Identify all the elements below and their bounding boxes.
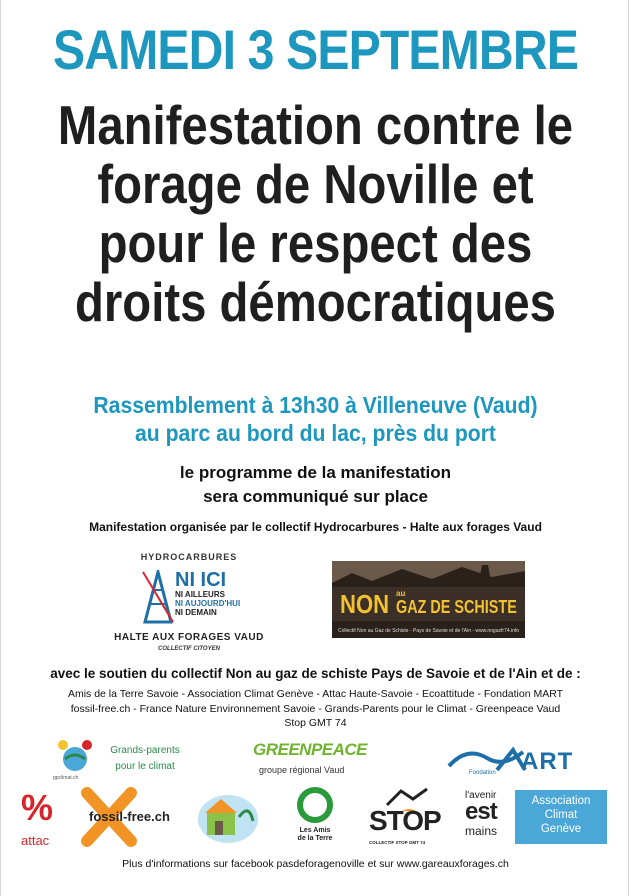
event-date: SAMEDI 3 SEPTEMBRE bbox=[52, 18, 579, 81]
acg-line: Genève bbox=[540, 823, 582, 835]
drilling-tower-icon bbox=[141, 570, 175, 624]
gp-kids-line: Grands-parents bbox=[110, 745, 180, 756]
organiser-line: Manifestation organisée par le collectif Hydrocarbures - Halte aux forages Vaud bbox=[89, 520, 542, 534]
earth-ring-icon bbox=[287, 787, 343, 825]
greenpeace-name: GREENPEACE bbox=[253, 740, 368, 759]
fossil-free-name: fossil-free.ch bbox=[89, 809, 170, 824]
fossil-free-logo bbox=[79, 787, 189, 847]
rally-line: au parc au bord du lac, près du port bbox=[135, 420, 496, 446]
logo-gaz-text: GAZ DE SCHISTE bbox=[396, 597, 517, 617]
headline-line: Manifestation contre le bbox=[57, 94, 574, 156]
avenir-line-3: mains bbox=[465, 824, 498, 838]
greenpeace-logo bbox=[253, 740, 383, 784]
program-line: sera communiqué sur place bbox=[203, 487, 428, 506]
acg-name bbox=[515, 794, 607, 836]
acg-line: Association bbox=[531, 795, 591, 807]
logo-sub-text bbox=[175, 590, 240, 617]
logo-sub-line: NI AILLEURS bbox=[175, 590, 225, 599]
rally-line: Rassemblement à 13h30 à Villeneuve (Vaud) bbox=[93, 392, 538, 418]
headline-line: droits démocratiques bbox=[74, 271, 556, 333]
program-line: le programme de la manifestation bbox=[179, 463, 452, 482]
stop-name: STOP bbox=[369, 805, 441, 836]
greenpeace-region: groupe régional Vaud bbox=[259, 765, 345, 775]
avenir-line-1: l'avenir bbox=[465, 790, 497, 801]
avenir-line-2: est bbox=[465, 798, 497, 825]
halte-aux-forages-logo bbox=[109, 548, 269, 658]
logo-au-text: au bbox=[396, 589, 406, 598]
stop-gmt-logo bbox=[367, 787, 443, 847]
non-gaz-de-schiste-logo bbox=[332, 561, 525, 638]
amis-line: Les Amis bbox=[299, 827, 331, 834]
footer-info: Plus d'informations sur facebook pasdeforagenoville et sur www.gareauxforages.ch bbox=[122, 858, 509, 870]
logo-name: HALTE AUX FORAGES VAUD bbox=[114, 632, 264, 643]
attac-name: attac bbox=[21, 833, 50, 848]
grandparents-globe-icon bbox=[51, 737, 99, 775]
amis-name bbox=[287, 827, 343, 843]
logo-non-text: NON bbox=[340, 589, 390, 619]
support-line: avec le soutien du collectif Non au gaz de schiste Pays de Savoie et de l'Ain et de : bbox=[50, 666, 581, 681]
amis-line: de la Terre bbox=[297, 835, 333, 842]
logo-small-text: Collectif Non au Gaz de Schiste - Pays de Savoie et de l'Ain - www.nogazfr74.info bbox=[338, 628, 520, 634]
headline-line: pour le respect des bbox=[98, 212, 533, 274]
member-list bbox=[1, 687, 629, 731]
logo-main-text: NI ICI bbox=[175, 569, 227, 591]
logo-sub-line: NI DEMAIN bbox=[175, 608, 217, 617]
stop-collective: COLLECTIF STOP GMT 74 bbox=[369, 840, 426, 845]
member-line: Stop GMT 74 bbox=[284, 717, 347, 729]
logo-tag: COLLECTIF CITOYEN bbox=[158, 646, 220, 652]
association-climat-geneve-logo bbox=[515, 790, 607, 844]
gp-kids-text bbox=[105, 743, 185, 775]
avenir-logo bbox=[463, 790, 515, 844]
attac-logo bbox=[17, 787, 65, 851]
gp-kids-site: gpclimat.ch bbox=[53, 775, 79, 781]
ecoattitude-logo bbox=[197, 787, 259, 845]
rally-info bbox=[1, 391, 629, 447]
mart-logo bbox=[447, 742, 587, 782]
mart-sub: Fondation bbox=[469, 770, 496, 776]
house-icon bbox=[197, 787, 259, 845]
acg-line: Climat bbox=[544, 809, 578, 821]
grands-parents-logo bbox=[51, 737, 191, 785]
program-note bbox=[1, 461, 629, 509]
amis-de-la-terre-logo bbox=[287, 787, 343, 847]
logo-top-text: HYDROCARBURES bbox=[140, 552, 238, 562]
headline bbox=[1, 96, 629, 332]
mart-name: ART bbox=[521, 748, 574, 775]
attac-symbol: % bbox=[21, 787, 54, 828]
headline-line: forage de Noville et bbox=[97, 153, 534, 215]
member-line: Amis de la Terre Savoie - Association Climat Genève - Attac Haute-Savoie - Ecoattitude - Fondation MART bbox=[67, 688, 564, 700]
member-line: fossil-free.ch - France Nature Environnement Savoie - Grands-Parents pour le Climat - Greenpeace Vaud bbox=[70, 702, 561, 715]
gp-kids-line: pour le climat bbox=[115, 761, 175, 772]
logo-sub-line: NI AUJOURD'HUI bbox=[175, 599, 241, 608]
